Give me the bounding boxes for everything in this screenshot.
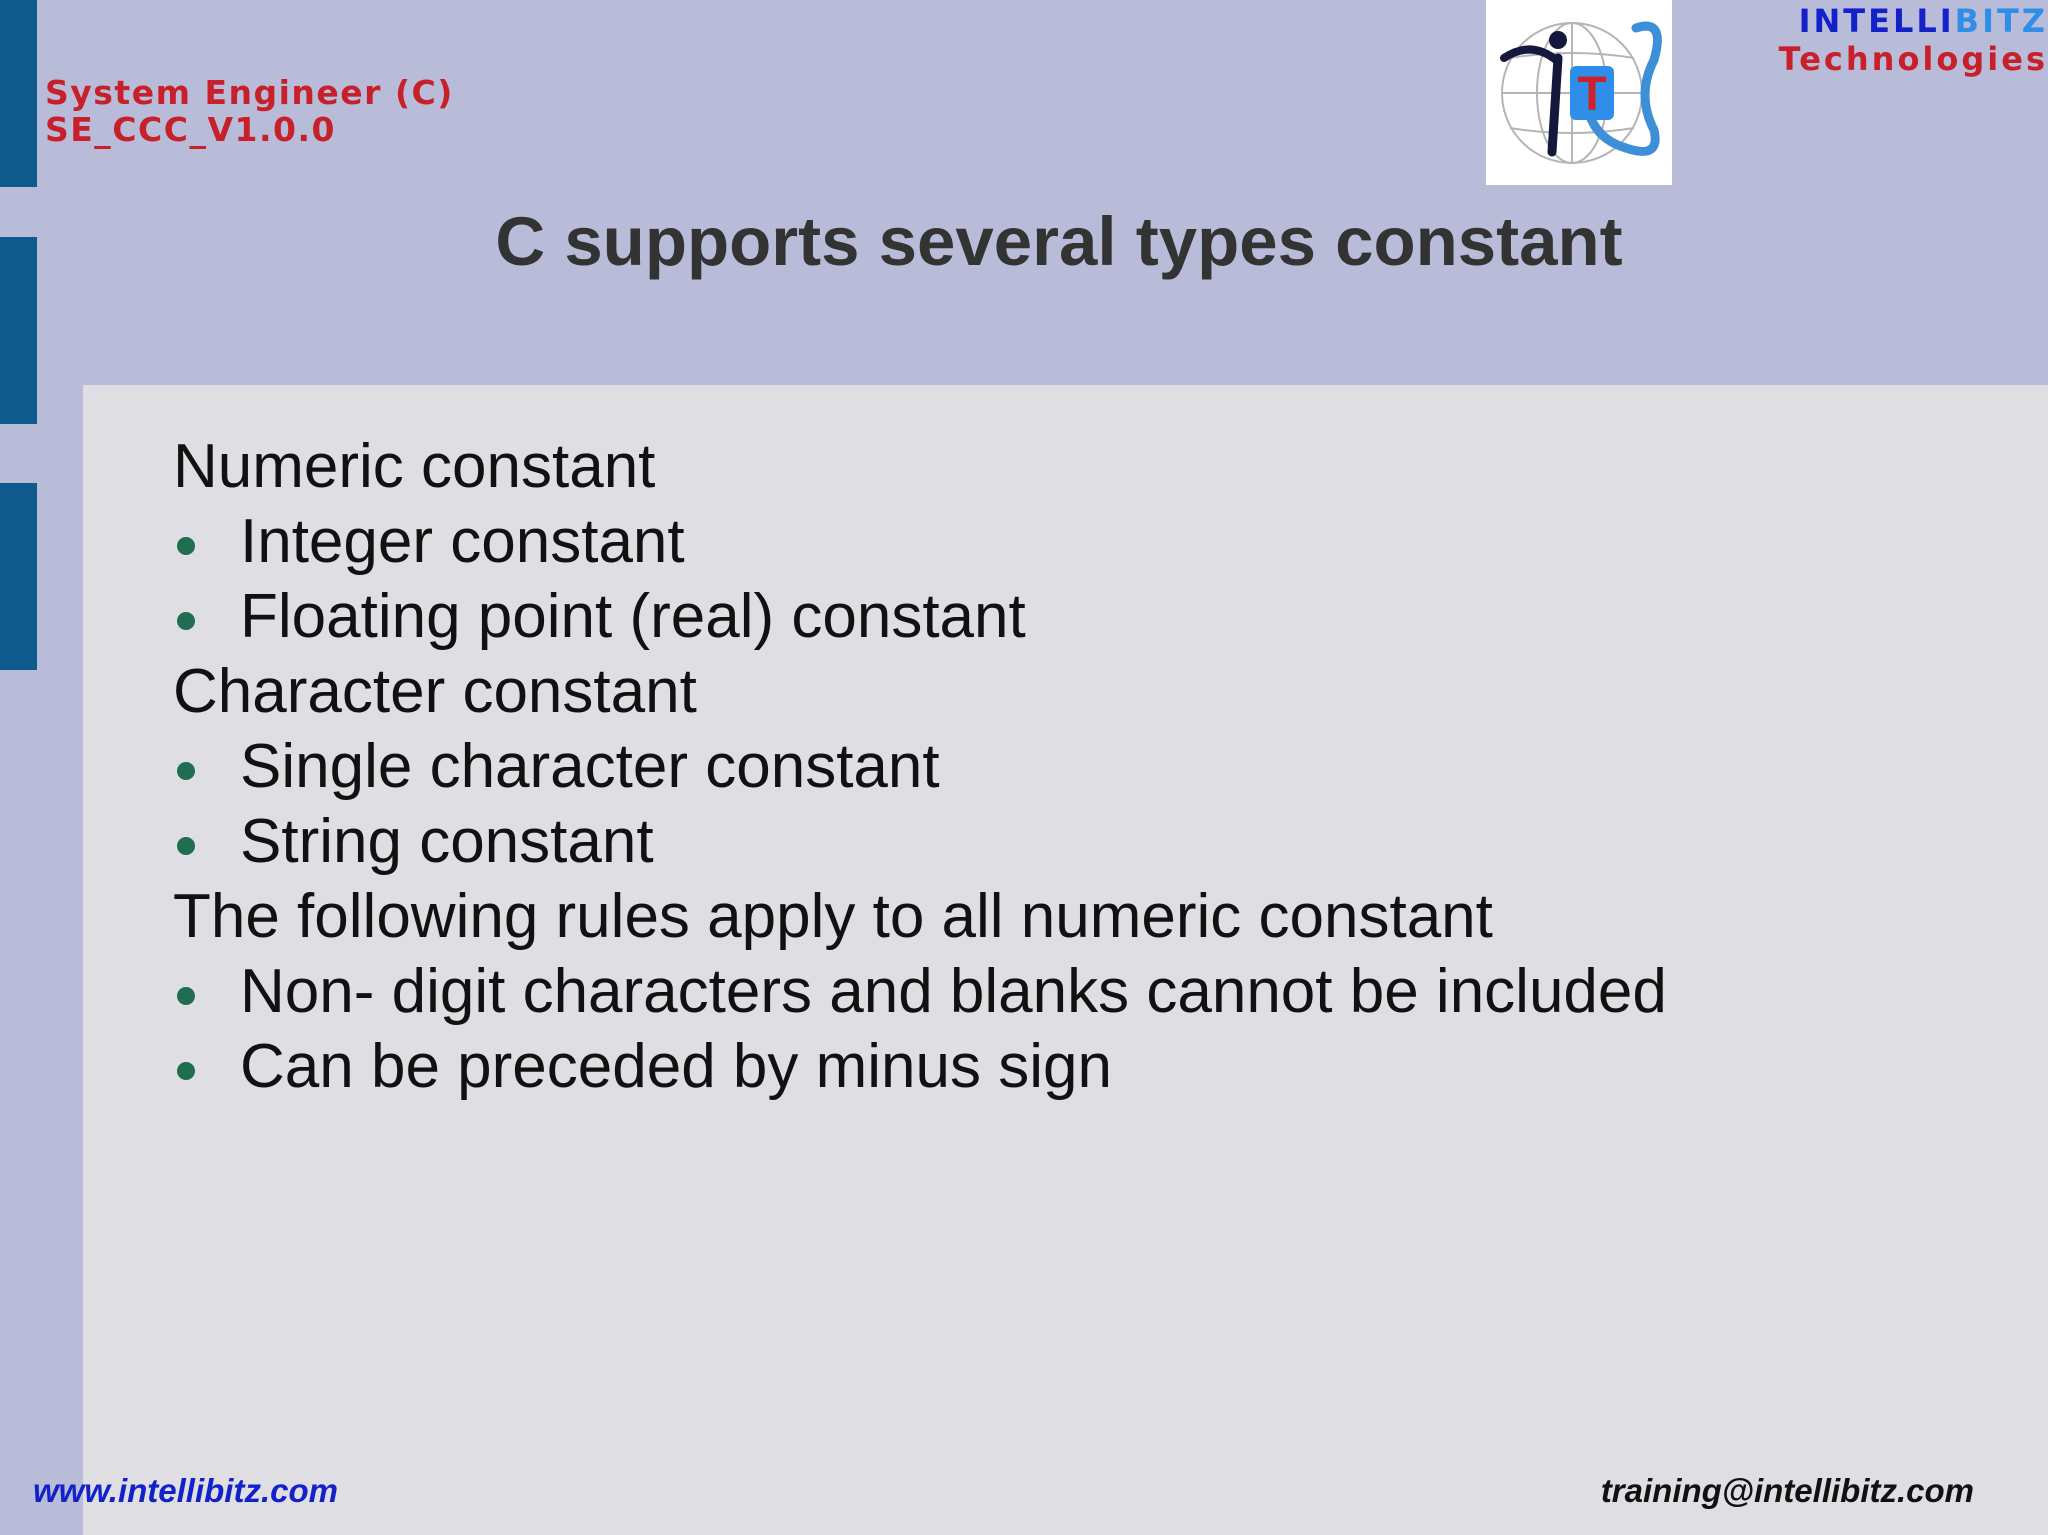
bullet-single-character-constant: Single character constant bbox=[173, 729, 1667, 804]
bullet-minus-sign-rule: Can be preceded by minus sign bbox=[173, 1029, 1667, 1104]
course-code: SE_CCC_V1.0.0 bbox=[45, 110, 336, 149]
bullet-floating-point-constant: Floating point (real) constant bbox=[173, 579, 1667, 654]
slide-title: C supports several types constant bbox=[495, 203, 1623, 280]
brand-intelli: INTELLI bbox=[1798, 2, 1955, 40]
company-logo bbox=[1486, 0, 1672, 185]
heading-numeric-rules: The following rules apply to all numeric constant bbox=[173, 882, 1493, 951]
course-info bbox=[45, 74, 454, 148]
heading-numeric-constant: Numeric constant bbox=[173, 432, 656, 501]
brand-technologies: Technologies bbox=[1778, 40, 2048, 78]
footer-website-link[interactable]: www.intellibitz.com bbox=[33, 1472, 338, 1509]
course-name: System Engineer (C) bbox=[45, 73, 454, 112]
footer-email-link[interactable]: training@intellibitz.com bbox=[1600, 1472, 1974, 1509]
svg-text:T: T bbox=[1577, 68, 1607, 121]
brand-wordmark bbox=[1718, 2, 2048, 40]
bullet-string-constant: String constant bbox=[173, 804, 1667, 879]
heading-character-constant: Character constant bbox=[173, 657, 697, 726]
brand-name bbox=[1718, 0, 2048, 78]
brand-bitz: BITZ bbox=[1954, 2, 2048, 40]
globe-logo-icon bbox=[1486, 0, 1672, 185]
content-list bbox=[173, 429, 1667, 1104]
content-panel bbox=[83, 385, 2048, 1535]
bullet-integer-constant: Integer constant bbox=[173, 504, 1667, 579]
side-bar-top bbox=[0, 0, 37, 187]
side-bar-bottom bbox=[0, 483, 37, 670]
bullet-non-digit-rule: Non- digit characters and blanks cannot be included bbox=[173, 954, 1667, 1029]
